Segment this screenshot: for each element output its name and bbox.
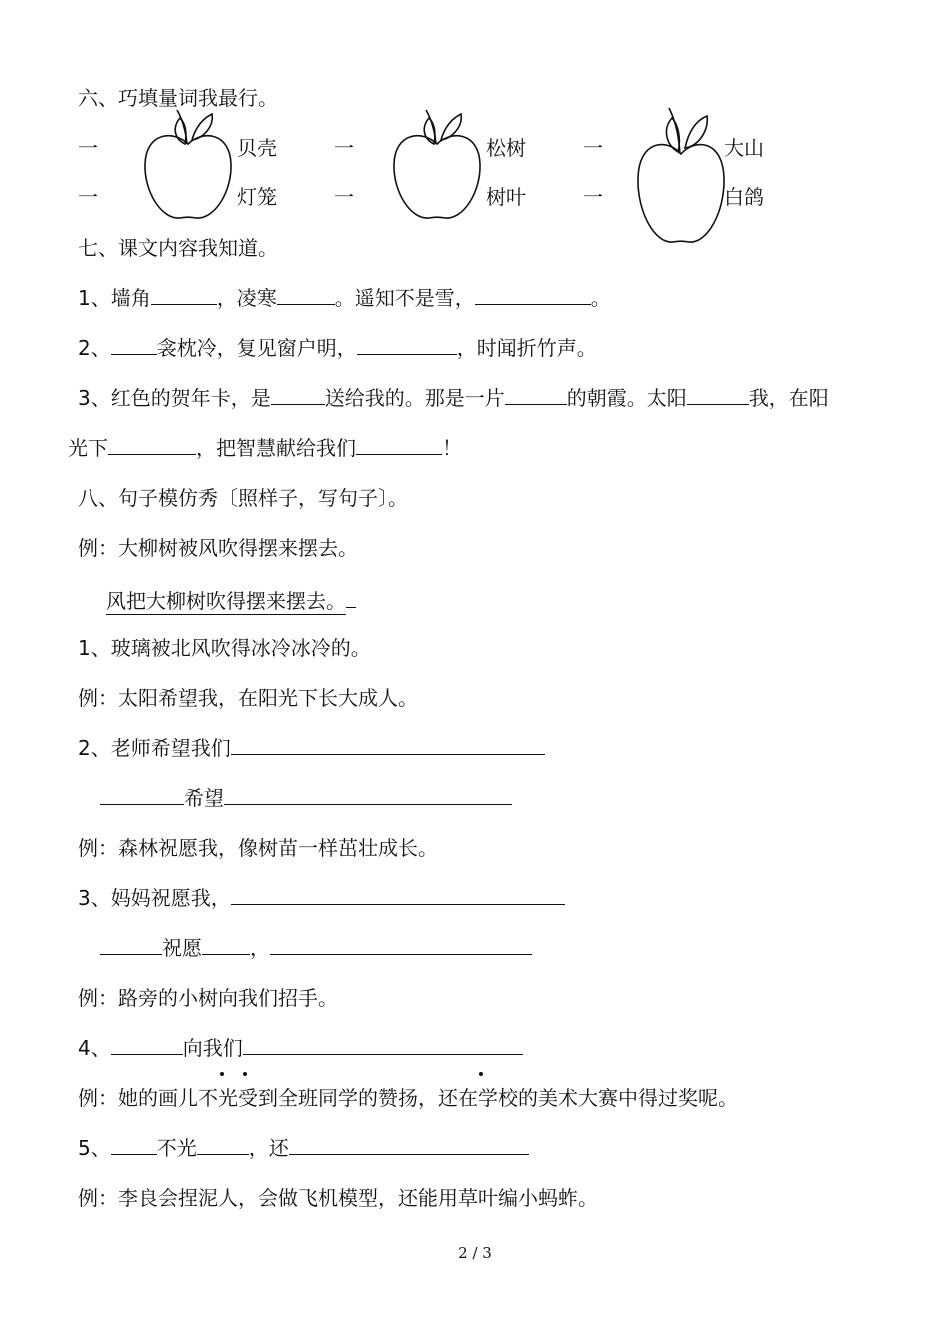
answer-blank[interactable]	[100, 934, 162, 955]
q-text: 2、老师希望我们	[78, 736, 231, 760]
dash-3: 一	[334, 136, 354, 160]
section7-title: 七、课文内容我知道。	[78, 236, 278, 260]
q-text: ，把智慧献给我们	[196, 436, 356, 460]
q-text: 5、	[78, 1136, 111, 1160]
dash-2: 一	[78, 185, 98, 209]
answer-blank[interactable]	[100, 784, 184, 805]
q-text: 光下	[68, 436, 108, 460]
q-text: 4、	[78, 1036, 111, 1060]
q-text: 向我们	[182, 1036, 243, 1060]
answer-blank[interactable]	[231, 884, 565, 905]
s7-question-2	[78, 334, 597, 362]
s8-question-5	[78, 1134, 529, 1162]
answer-blank[interactable]	[357, 334, 457, 355]
apple-icon	[140, 104, 236, 224]
answer-blank[interactable]	[687, 384, 749, 405]
answer-blank[interactable]	[289, 1134, 529, 1155]
emphasis-dot	[479, 1072, 483, 1076]
dash-6: 一	[583, 185, 603, 209]
answer-blank[interactable]	[356, 434, 442, 455]
s8-question-4	[78, 1034, 523, 1062]
q-text: 衾枕冷，复见窗户明，	[156, 336, 357, 360]
answer-blank[interactable]	[277, 284, 335, 305]
q-text: 送给我的。那是一片	[324, 386, 505, 410]
q-text: 1、墙角	[78, 286, 151, 310]
emphasis-dot	[220, 1072, 224, 1076]
q-text: 3、妈妈祝愿我，	[78, 886, 231, 910]
apple-icon	[633, 104, 729, 246]
q-text: 希望	[184, 786, 224, 810]
answer-blank[interactable]	[224, 784, 512, 805]
s8-question-1: 1、玻璃被北风吹得冰冷冰冷的。	[78, 636, 371, 660]
example-1-answer	[106, 584, 356, 615]
example-4: 例：路旁的小树向我们招手。	[78, 986, 338, 1010]
word-beike: 贝壳	[237, 136, 277, 160]
s7-question-3-cont	[68, 434, 462, 462]
section8-title: 八、句子模仿秀〔照样子，写句子〕。	[78, 486, 408, 510]
s7-question-1	[78, 284, 611, 312]
dash-5: 一	[583, 136, 603, 160]
word-shuye: 树叶	[486, 185, 526, 209]
answer-blank[interactable]	[475, 284, 591, 305]
q-text: ！	[442, 436, 462, 460]
answer-blank[interactable]	[231, 734, 545, 755]
q-text: 3、红色的贺年卡，是	[78, 386, 271, 410]
s8-question-2	[78, 734, 545, 762]
q-text: 。	[590, 286, 611, 310]
q-text: 祝愿	[162, 936, 202, 960]
word-denglong: 灯笼	[237, 185, 277, 209]
answer-blank[interactable]	[108, 434, 196, 455]
example-5: 例：她的画儿不光受到全班同学的赞扬，还在学校的美术大赛中得过奖呢。	[78, 1086, 738, 1110]
example-1: 例：大柳树被风吹得摆来摆去。	[78, 536, 358, 560]
answer-underlined: 风把大柳树吹得摆来摆去。	[106, 589, 346, 613]
page-number: 2 / 3	[458, 1244, 492, 1262]
q-text: 不光	[156, 1136, 197, 1160]
s8-question-3	[78, 884, 565, 912]
q-text: ，	[250, 936, 270, 960]
answer-blank[interactable]	[111, 1134, 157, 1155]
answer-blank[interactable]	[505, 384, 567, 405]
answer-blank[interactable]	[243, 1034, 523, 1055]
q-text: ，还	[248, 1136, 289, 1160]
q-text: ，时闻折竹声。	[456, 336, 597, 360]
apple-icon	[389, 104, 485, 224]
answer-blank[interactable]	[197, 1134, 249, 1155]
q-text: 。遥知不是雪，	[334, 286, 475, 310]
q-text: 的朝霞。太阳	[566, 386, 687, 410]
answer-blank[interactable]	[151, 284, 217, 305]
answer-blank[interactable]	[111, 334, 157, 355]
answer-blank[interactable]	[270, 934, 532, 955]
example-3: 例：森林祝愿我，像树苗一样茁壮成长。	[78, 836, 438, 860]
s8-question-3-line2	[100, 934, 532, 962]
word-baige: 白鸽	[724, 185, 764, 209]
emphasis-dot	[243, 1072, 247, 1076]
example-6: 例：李良会捏泥人，会做飞机模型，还能用草叶编小蚂蚱。	[78, 1186, 598, 1210]
dash-4: 一	[334, 185, 354, 209]
dash-1: 一	[78, 136, 98, 160]
s8-question-2-line2	[100, 784, 512, 812]
word-songshu: 松树	[486, 136, 526, 160]
section6-title: 六、巧填量词我最行。	[78, 86, 278, 110]
answer-blank[interactable]	[202, 934, 250, 955]
word-dashan: 大山	[724, 136, 764, 160]
example-2: 例：太阳希望我，在阳光下长大成人。	[78, 686, 418, 710]
q-text: 2、	[78, 336, 111, 360]
s7-question-3	[78, 384, 829, 412]
answer-blank[interactable]	[111, 1034, 183, 1055]
q-text: ，凌寒	[216, 286, 277, 310]
answer-blank[interactable]	[271, 384, 325, 405]
q-text: 我，在阳	[748, 386, 829, 410]
